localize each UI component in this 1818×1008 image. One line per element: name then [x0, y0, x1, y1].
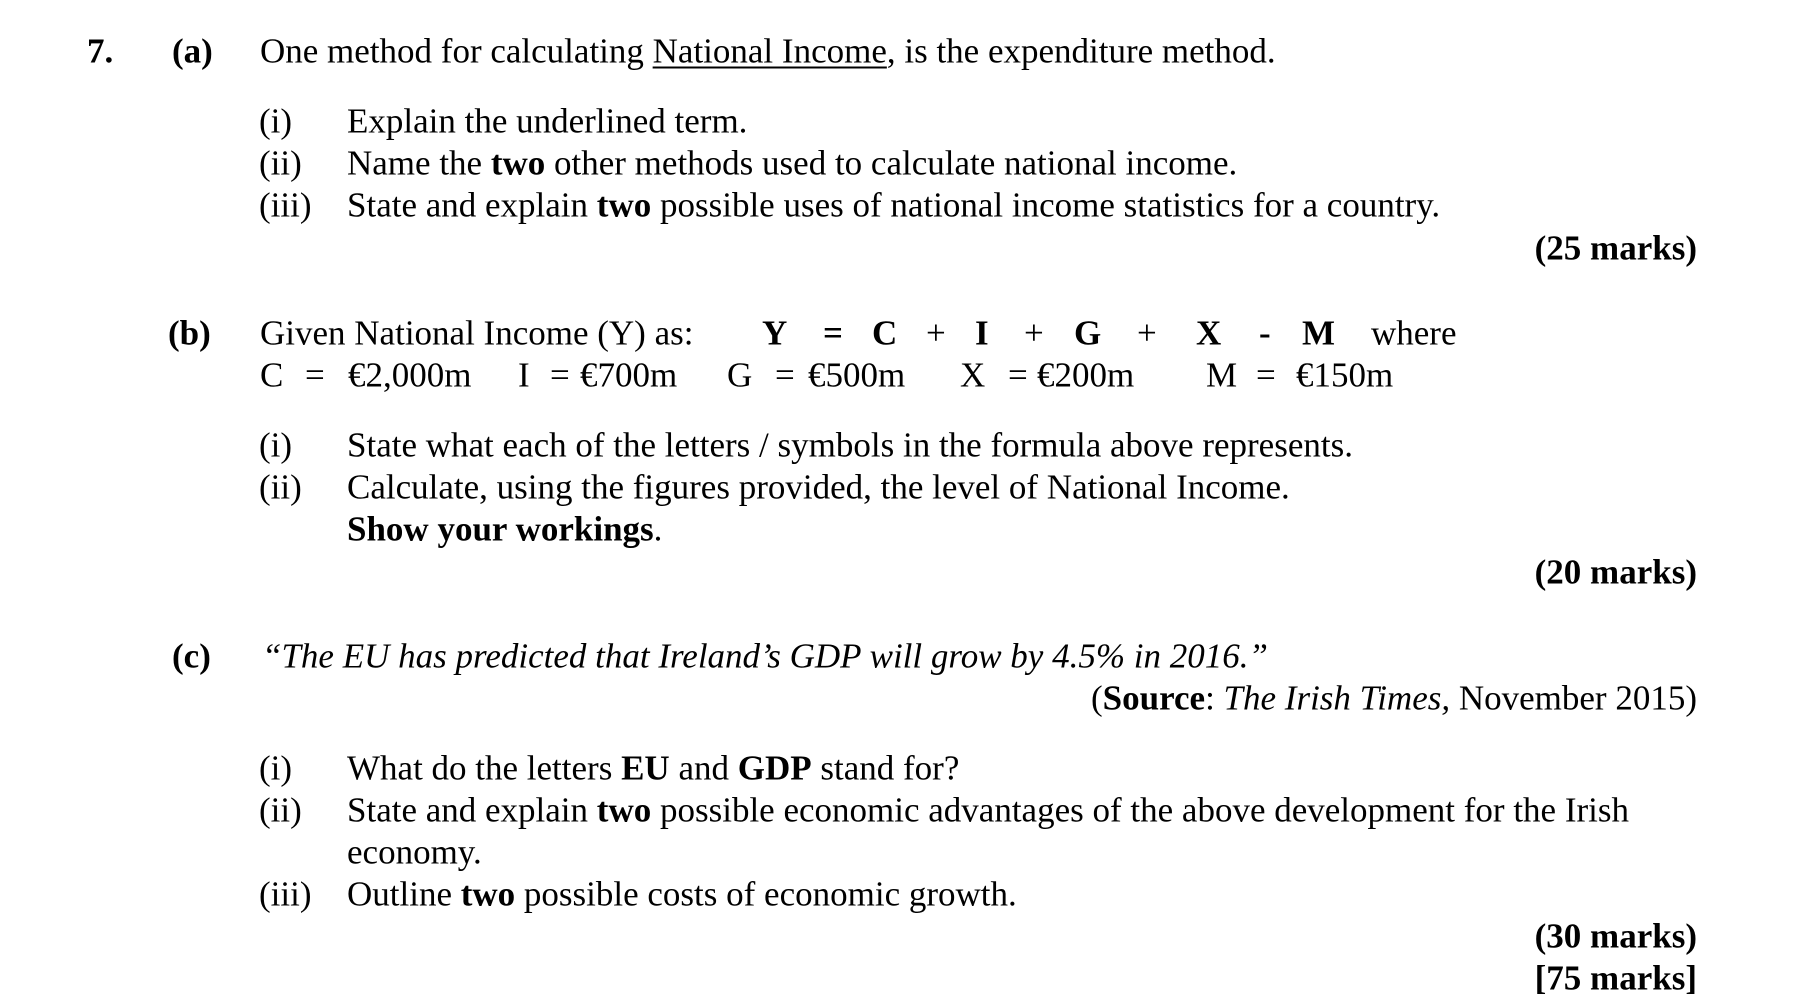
value-equals: = [550, 355, 570, 395]
text: Outline [347, 874, 461, 914]
value-symbol: C [260, 355, 284, 395]
bold-text: EU [621, 748, 670, 788]
formula-plus: + [1024, 313, 1044, 353]
underlined-term: National Income [652, 31, 887, 71]
part-a-item-text [347, 143, 1238, 183]
formula-plus: + [1137, 313, 1157, 353]
publication-name: The Irish Times, [1223, 678, 1451, 718]
part-b-label: (b) [168, 313, 211, 353]
value-amount: €500m [808, 355, 906, 395]
formula-M: M [1302, 313, 1336, 353]
part-b-item-text: Calculate, using the figures provided, the level of National Income. [347, 467, 1290, 507]
formula-I: I [975, 313, 989, 353]
formula-X: X [1196, 313, 1222, 353]
part-b-item-text: State what each of the letters / symbols in the formula above represents. [347, 425, 1353, 465]
text: possible costs of economic growth. [515, 874, 1017, 914]
value-equals: = [1008, 355, 1028, 395]
part-c-item-label: (i) [259, 748, 293, 788]
text: stand for? [811, 748, 960, 788]
formula-G: G [1074, 313, 1102, 353]
question-number: 7. [87, 31, 114, 71]
formula-where: where [1371, 313, 1457, 353]
text: November 2015) [1450, 678, 1697, 718]
part-b-item-label: (ii) [259, 467, 302, 507]
part-a-label: (a) [172, 31, 213, 71]
value-symbol: G [727, 355, 753, 395]
formula-C: C [872, 313, 898, 353]
part-c-item-label: (ii) [259, 790, 302, 830]
value-symbol: I [518, 355, 530, 395]
text: What do the letters [347, 748, 622, 788]
value-equals: = [305, 355, 325, 395]
value-amount: €700m [580, 355, 678, 395]
bold-text: two [596, 790, 652, 830]
part-c-label: (c) [172, 636, 211, 676]
text: Name the [347, 143, 491, 183]
part-a-marks: (25 marks) [1534, 228, 1697, 268]
formula-equals: = [823, 313, 843, 353]
value-amount: €200m [1037, 355, 1135, 395]
bold-text: two [490, 143, 546, 183]
part-a-item-label: (i) [259, 101, 293, 141]
quote-source [1091, 678, 1697, 718]
part-a-intro [260, 31, 1276, 71]
bold-text: two [596, 185, 652, 225]
bold-text: Source [1102, 678, 1206, 718]
part-c-item-text [347, 790, 1629, 830]
part-c-item-label: (iii) [259, 874, 312, 914]
value-amount: €2,000m [348, 355, 472, 395]
text: possible uses of national income statistics for a country. [651, 185, 1441, 225]
part-b-item-label: (i) [259, 425, 293, 465]
intro-text: One method for calculating [260, 31, 653, 71]
formula-minus: - [1259, 313, 1271, 353]
part-c-quote: “The EU has predicted that Ireland’s GDP will grow by 4.5% in 2016.” [262, 636, 1268, 676]
part-c-marks: (30 marks) [1534, 916, 1697, 956]
value-symbol: X [960, 355, 986, 395]
value-equals: = [775, 355, 795, 395]
part-b-marks: (20 marks) [1534, 552, 1697, 592]
part-a-item-text: Explain the underlined term. [347, 101, 748, 141]
part-a-item-label: (iii) [259, 185, 312, 225]
part-a-item-text [347, 185, 1441, 225]
text: possible economic advantages of the above development for the Irish [651, 790, 1629, 830]
text: State and explain [347, 790, 597, 830]
part-a-item-label: (ii) [259, 143, 302, 183]
bold-text: Show your workings [347, 509, 654, 549]
show-workings [347, 509, 663, 549]
part-b-intro: Given National Income (Y) as: [260, 313, 694, 353]
value-equals: = [1256, 355, 1276, 395]
part-c-item-text [347, 874, 1017, 914]
bold-text: GDP [737, 748, 812, 788]
text: State and explain [347, 185, 597, 225]
total-marks: [75 marks] [1534, 958, 1697, 998]
text: . [653, 509, 663, 549]
bold-text: two [460, 874, 516, 914]
formula-plus: + [926, 313, 946, 353]
part-c-item-text [347, 748, 960, 788]
text: other methods used to calculate national income. [545, 143, 1238, 183]
text: and [669, 748, 738, 788]
part-c-item-text-continued: economy. [347, 832, 482, 872]
intro-text-end: , is the expenditure method. [886, 31, 1276, 71]
value-amount: €150m [1296, 355, 1394, 395]
text: ( [1091, 678, 1103, 718]
value-symbol: M [1206, 355, 1238, 395]
text: : [1205, 678, 1224, 718]
formula-Y: Y [762, 313, 788, 353]
